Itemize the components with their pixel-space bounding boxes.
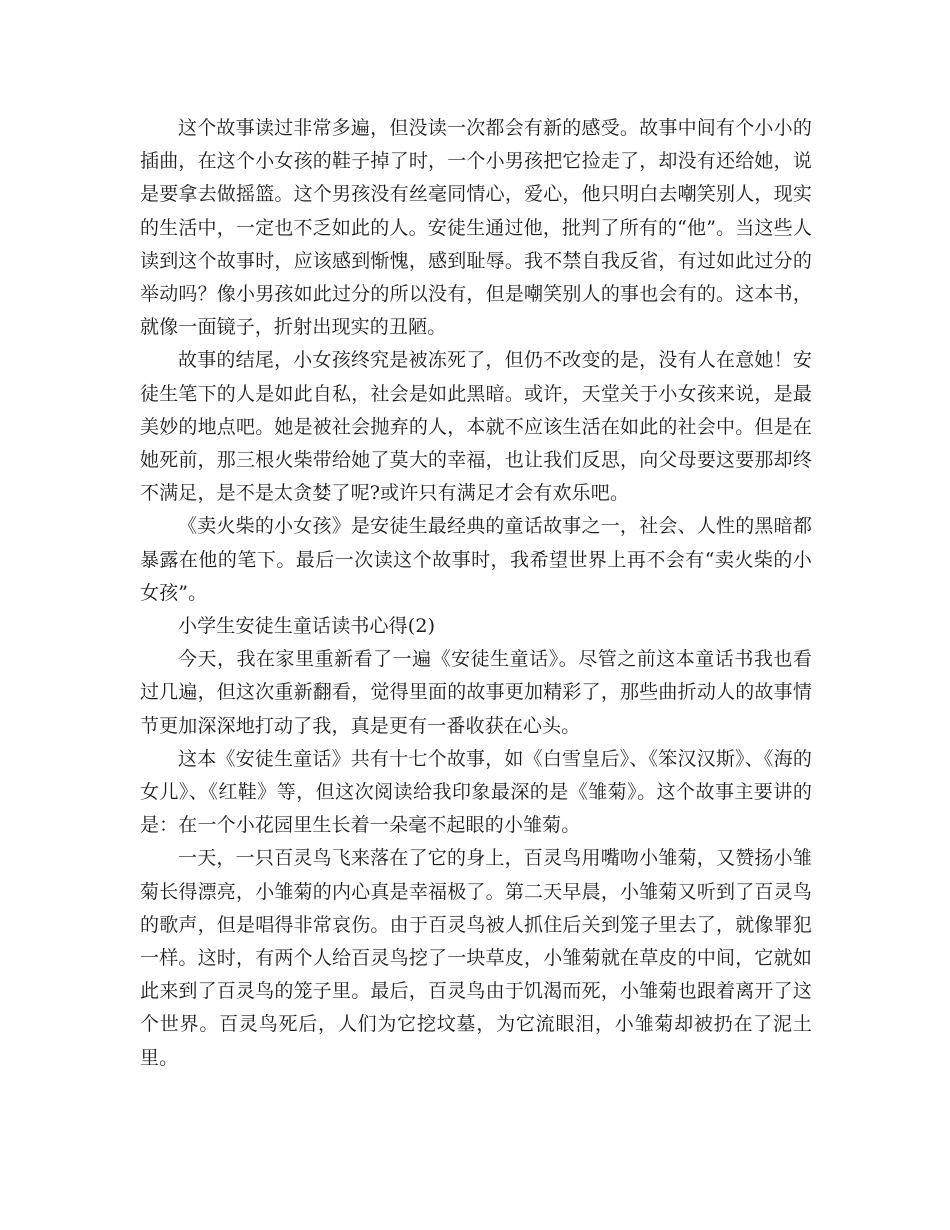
paragraph-rereading: 今天，我在家里重新看了一遍《安徒生童话》。尽管之前这本童话书我也看过几遍，但这次重新翻看，觉得里面的故事更加精彩了，那些曲折动人的故事情节更加深深地打动了我，真是更有一番收获在心头。	[140, 648, 812, 737]
paragraph-book-contents: 这本《安徒生童话》共有十七个故事，如《白雪皇后》、《笨汉汉斯》、《海的女儿》、《红鞋》等，但这次阅读给我印象最深的是《雏菊》。这个故事主要讲的是：在一个小花园里生长着一朵毫不起眼的小雏菊。	[140, 747, 812, 837]
paragraph-story-ending: 故事的结尾，小女孩终究是被冻死了，但仍不改变的是，没有人在意她！安徒生笔下的人是如此自私，社会是如此黑暗。或许，天堂关于小女孩来说，是最美妙的地点吧。她是被社会抛弃的人，本就不应该生活在如此的社会中。但是在她死前，那三根火柴带给她了莫大的幸福，也让我们反思，向父母要这要那却终不满足，是不是太贪婪了呢?或许只有满足才会有欢乐吧。	[140, 349, 812, 505]
section-heading: 小学生安徒生童话读书心得(2)	[178, 615, 436, 638]
paragraph-matchgirl-summary: 《卖火柴的小女孩》是安徒生最经典的童话故事之一，社会、人性的黑暗都暴露在他的笔下。最后一次读这个故事时，我希望世界上再不会有“卖火柴的小女孩”。	[140, 515, 812, 604]
paragraph-matchgirl-reflection: 这个故事读过非常多遍，但没读一次都会有新的感受。故事中间有个小小的插曲，在这个小女孩的鞋子掉了时，一个小男孩把它捡走了，却没有还给她，说是要拿去做摇篮。这个男孩没有丝毫同情心，爱心，他只明白去嘲笑别人，现实的生活中，一定也不乏如此的人。安徒生通过他，批判了所有的“他”。当这些人读到这个故事时，应该感到惭愧，感到耻辱。我不禁自我反省，有过如此过分的举动吗？像小男孩如此过分的所以没有，但是嘲笑别人的事也会有的。这本书，就像一面镜子，折射出现实的丑陋。	[140, 117, 812, 339]
document-page	[140, 112, 812, 1075]
paragraph-daisy-story: 一天，一只百灵鸟飞来落在了它的身上，百灵鸟用嘴吻小雏菊，又赞扬小雏菊长得漂亮，小雏菊的内心真是幸福极了。第二天早晨，小雏菊又听到了百灵鸟的歌声，但是唱得非常哀伤。由于百灵鸟被人抓住后关到笼子里去了，就像罪犯一样。这时，有两个人给百灵鸟挖了一块草皮，小雏菊就在草皮的中间，它就如此来到了百灵鸟的笼子里。最后，百灵鸟由于饥渴而死，小雏菊也跟着离开了这个世界。百灵鸟死后，人们为它挖坟墓，为它流眼泪，小雏菊却被扔在了泥土里。	[140, 847, 812, 1069]
